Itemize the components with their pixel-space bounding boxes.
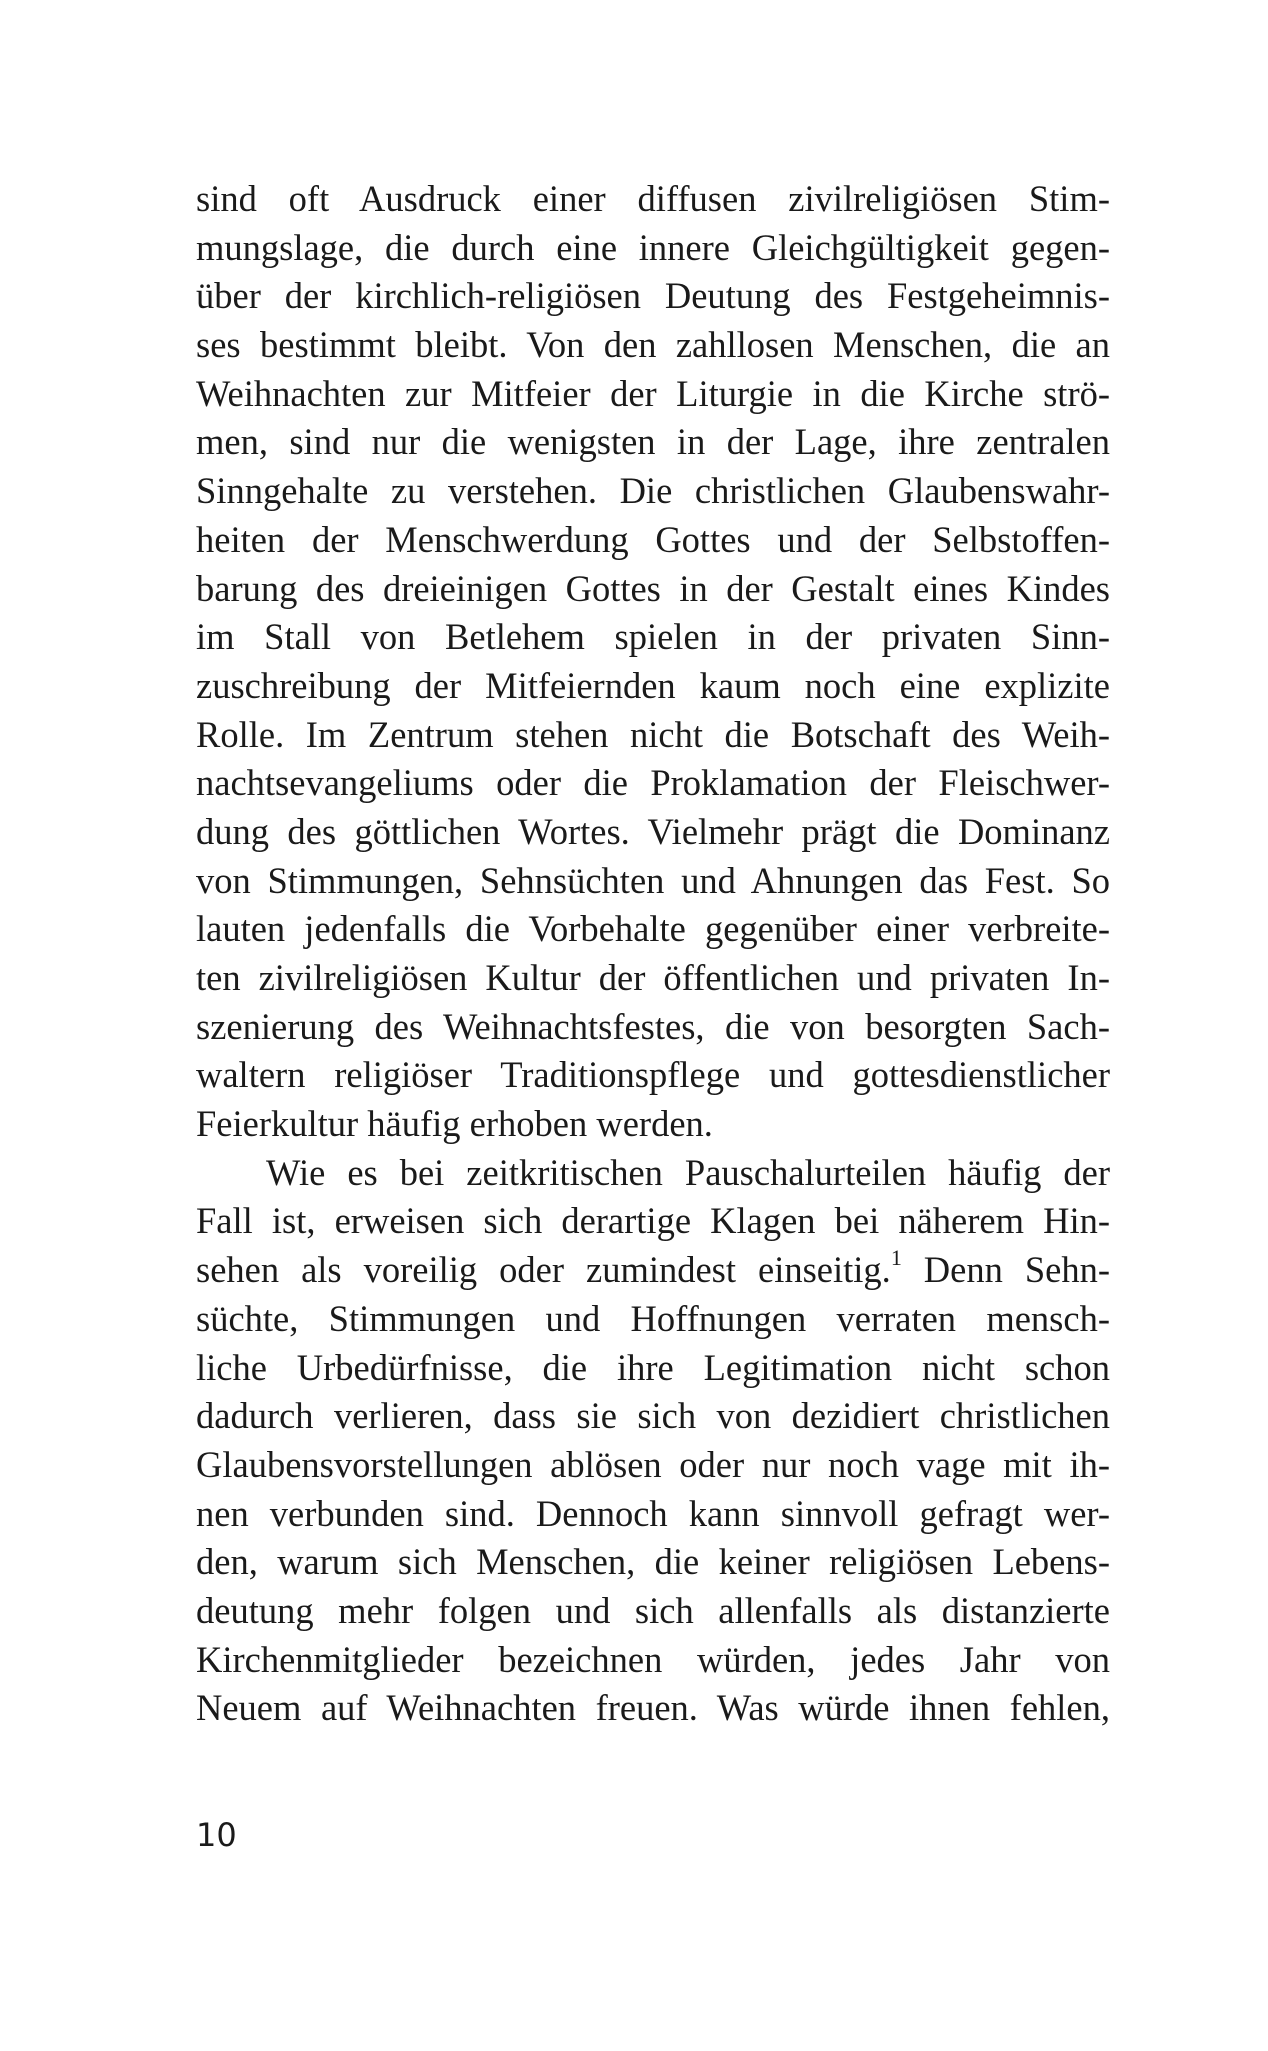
text-line: nachtsevangeliums oder die Proklamation der Fleischwer- [196,762,1110,804]
text-line: szenierung des Weihnachtsfestes, die von besorgten Sach- [196,1005,1110,1047]
text-line: Kirchenmitglieder bezeichnen würden, jedes Jahr von [196,1638,1110,1680]
text-line: heiten der Menschwerdung Gottes und der Selbstoffen- [196,518,1110,560]
text-line: waltern religiöser Traditionspflege und gottesdienstlicher [196,1054,1110,1096]
text-line: über der kirchlich-religiösen Deutung des Festgeheimnis- [196,275,1110,317]
text-line: ten zivilreligiösen Kultur der öffentlichen und privaten In- [196,957,1110,998]
text-line: den, warum sich Menschen, die keiner religiösen Lebens- [196,1541,1110,1583]
text-line-with-footnote [196,1246,1110,1295]
text-line: von Stimmungen, Sehnsüchten und Ahnungen das Fest. So [196,859,1110,901]
text-line: men, sind nur die wenigsten in der Lage, ihre zentralen [196,421,1110,463]
text-line: Fall ist, erweisen sich derartige Klagen bei näherem Hin- [196,1200,1110,1242]
text-line: Wie es bei zeitkritischen Pauschalurteilen häufig der [266,1151,1110,1193]
text-line: Neuem auf Weihnachten freuen. Was würde ihnen fehlen, [196,1687,1110,1729]
text-line: dadurch verlieren, dass sie sich von dezidiert christlichen [196,1395,1110,1437]
text-line: barung des dreieinigen Gottes in der Gestalt eines Kindes [196,567,1110,609]
text-line: ses bestimmt bleibt. Von den zahllosen Menschen, die an [196,324,1110,366]
text-line: Sinngehalte zu verstehen. Die christlichen Glaubenswahr- [196,470,1110,512]
text-line: nen verbunden sind. Dennoch kann sinnvoll gefragt wer- [196,1492,1110,1534]
text-line: zuschreibung der Mitfeiernden kaum noch eine explizite [196,664,1110,706]
text-line: lauten jedenfalls die Vorbehalte gegenüber einer verbreite- [196,908,1110,950]
text-line: Glaubensvorstellungen ablösen oder nur noch vage mit ih- [196,1443,1110,1485]
text-line: dung des göttlichen Wortes. Vielmehr prägt die Dominanz [196,810,1110,852]
text-line: deutung mehr folgen und sich allenfalls als distanzierte [196,1589,1110,1631]
text-line: Rolle. Im Zentrum stehen nicht die Botschaft des Weih- [196,713,1110,755]
text-line: liche Urbedürfnisse, die ihre Legitimation nicht schon [196,1346,1110,1388]
text-line: sind oft Ausdruck einer diffusen zivilreligiösen Stim- [196,178,1110,219]
body-text [196,175,1110,1733]
text-line: Feierkultur häufig erhoben werden. [196,1103,713,1145]
page-number: 10 [196,1816,237,1854]
text-line-part: sehen als voreilig oder zumindest einseitig. [196,1249,891,1291]
text-line-part: Denn Sehn- [901,1249,1111,1291]
text-line: mungslage, die durch eine innere Gleichgültigkeit gegen- [196,226,1110,268]
text-line: im Stall von Betlehem spielen in der privaten Sinn- [196,616,1110,658]
text-line: Weihnachten zur Mitfeier der Liturgie in die Kirche strö- [196,372,1110,414]
footnote-reference[interactable]: 1 [890,1244,902,1270]
text-line: süchte, Stimmungen und Hoffnungen verraten mensch- [196,1297,1110,1339]
